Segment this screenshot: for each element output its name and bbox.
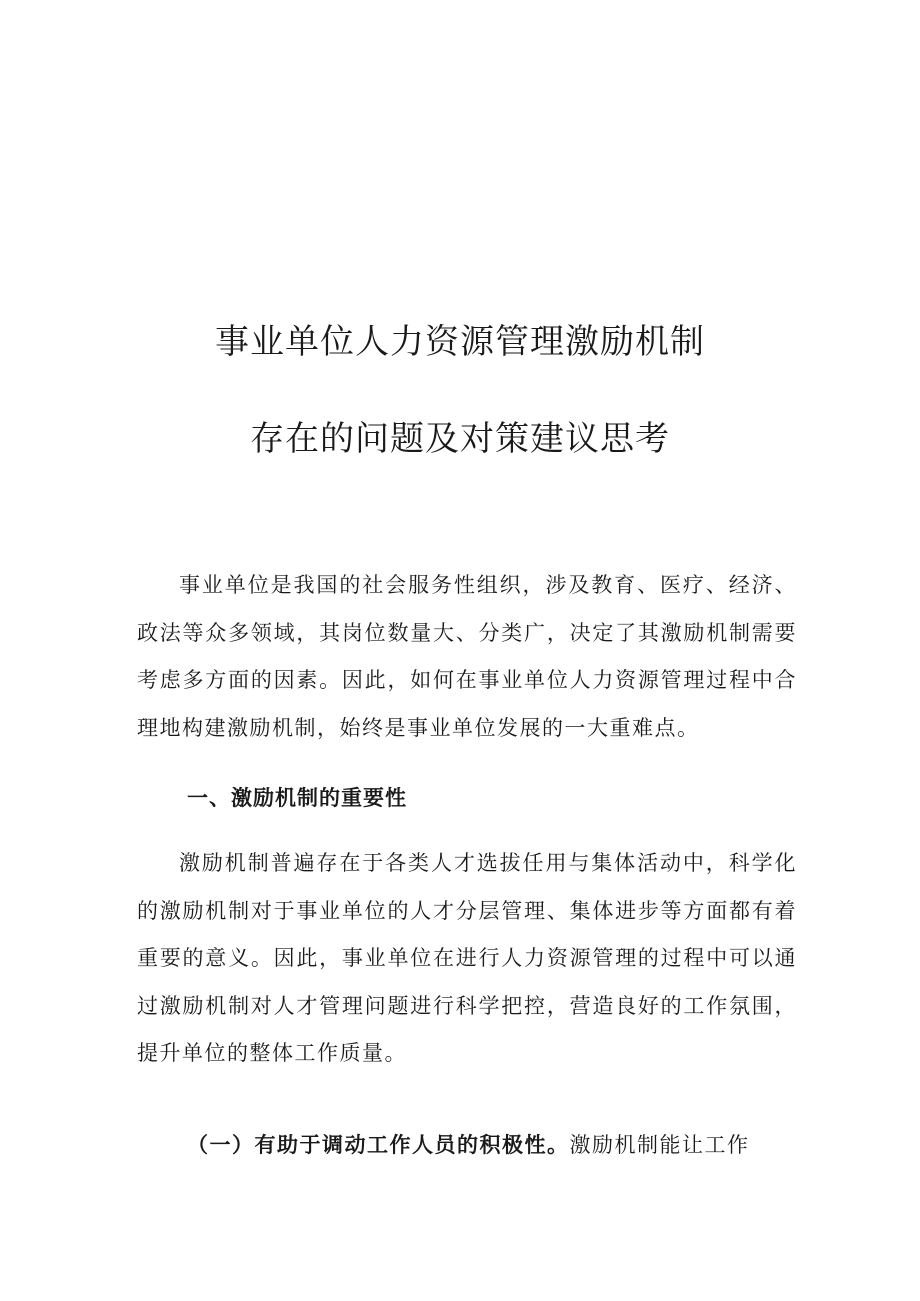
subsection-text: 激励机制能让工作: [569, 1133, 750, 1157]
section-paragraph-importance: 激励机制普遍存在于各类人才选拔任用与集体活动中，科学化的激励机制对于事业单位的人才分层管理、集体进步等方面都有着重要的意义。因此，事业单位在进行人力资源管理的过程中可以通过激励机制对人才管理问题进行科学把控，营造良好的工作氛围，提升单位的整体工作质量。: [137, 851, 797, 1065]
intro-paragraph: 事业单位是我国的社会服务性组织，涉及教育、医疗、经济、政法等众多领域，其岗位数量大、分类广，决定了其激励机制需要考虑多方面的因素。因此，如何在事业单位人力资源管理过程中合理地构建激励机制，始终是事业单位发展的一大重难点。: [137, 573, 797, 740]
subsection-heading: （一）有助于调动工作人员的积极性。: [187, 1133, 570, 1157]
section-heading-importance: 一、激励机制的重要性: [187, 786, 407, 810]
title-line-1: 事业单位人力资源管理激励机制: [215, 322, 705, 362]
subsection-line: [187, 1122, 807, 1170]
title-line-2: 存在的问题及对策建议思考: [250, 419, 670, 459]
